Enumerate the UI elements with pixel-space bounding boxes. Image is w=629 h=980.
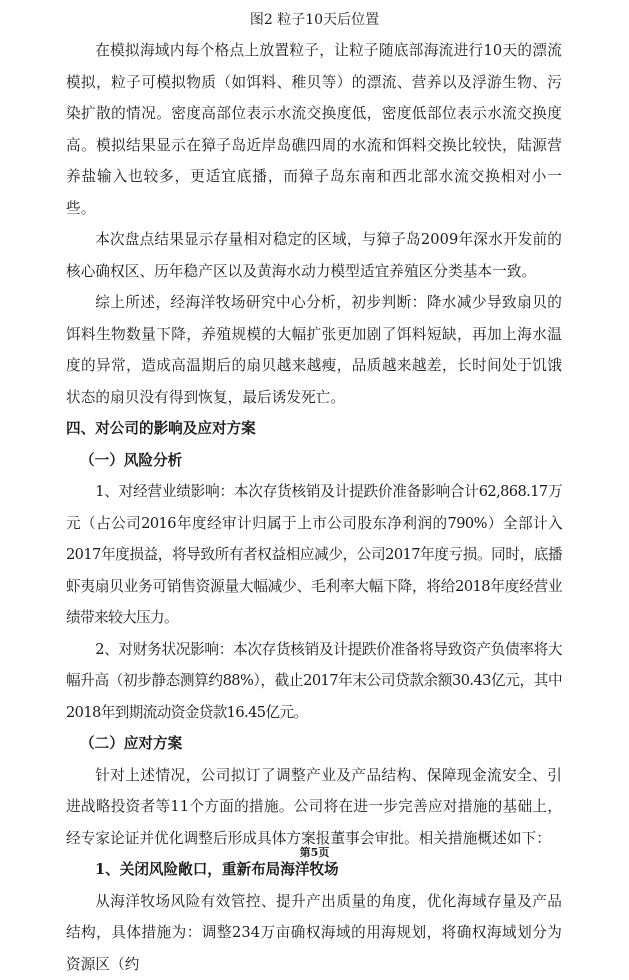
paragraph-response-overview: 针对上述情况，公司拟订了调整产业及产品结构、保障现金流安全、引进战略投资者等11个方面的措施。公司将在进一步完善应对措施的基础上，经专家论证并优化调整后形成具体方案报董事会审批。相关措施概述如下： <box>66 760 562 855</box>
document-body <box>66 35 562 980</box>
paragraph-inventory-result: 本次盘点结果显示存量相对稳定的区域，与獐子岛2009年深水开发前的核心确权区、历年稳产区以及黄海水动力模型适宜养殖区分类基本一致。 <box>66 224 562 287</box>
paragraph-conclusion: 综上所述，经海洋牧场研究中心分析，初步判断：降水减少导致扇贝的饵料生物数量下降，养殖规模的大幅扩张更加剧了饵料短缺，再加上海水温度的异常，造成高温期后的扇贝越来越瘦，品质越来越差，长时间处于饥饿状态的扇贝没有得到恢复，最后诱发死亡。 <box>66 287 562 413</box>
paragraph-financial-impact: 2、对财务状况影响：本次存货核销及计提跌价准备将导致资产负债率将大幅升高（初步静态测算约88%），截止2017年末公司贷款余额30.43亿元，其中2018年到期流动资金贷款16.45亿元。 <box>66 634 562 729</box>
paragraph-measure-1: 从海洋牧场风险有效管控、提升产出质量的角度，优化海域存量及产品结构，具体措施为：调整234万亩确权海域的用海规划，将确权海域划分为资源区（约 <box>66 886 562 980</box>
subsection-heading-response: （二）应对方案 <box>66 728 562 760</box>
paragraph-operating-impact: 1、对经营业绩影响：本次存货核销及计提跌价准备影响合计62,868.17万元（占公司2016年度经审计归属于上市公司股东净利润的790%）全部计入2017年度损益，将导致所有者权益相应减少，公司2017年度亏损。同时，底播虾夷扇贝业务可销售资源量大幅减少、毛利率大幅下降，将给2018年度经营业绩带来较大压力。 <box>66 476 562 634</box>
page-number: 第5页 <box>0 845 629 861</box>
section-heading-impact: 四、对公司的影响及应对方案 <box>66 413 562 445</box>
subsection-heading-risk: （一）风险分析 <box>66 445 562 477</box>
paragraph-simulation: 在模拟海域内每个格点上放置粒子，让粒子随底部海流进行10天的漂流模拟，粒子可模拟物质（如饵料、稚贝等）的漂流、营养以及浮游生物、污染扩散的情况。密度高部位表示水流交换度低，密度低部位表示水流交换度高。模拟结果显示在獐子岛近岸岛礁四周的水流和饵料交换比较快，陆源营养盐输入也较多，更适宜底播，而獐子岛东南和西北部水流交换相对小一些。 <box>66 35 562 224</box>
figure-caption: 图2 粒子10天后位置 <box>0 9 629 31</box>
measure-heading-1: 1、关闭风险敞口，重新布局海洋牧场 <box>66 854 562 886</box>
